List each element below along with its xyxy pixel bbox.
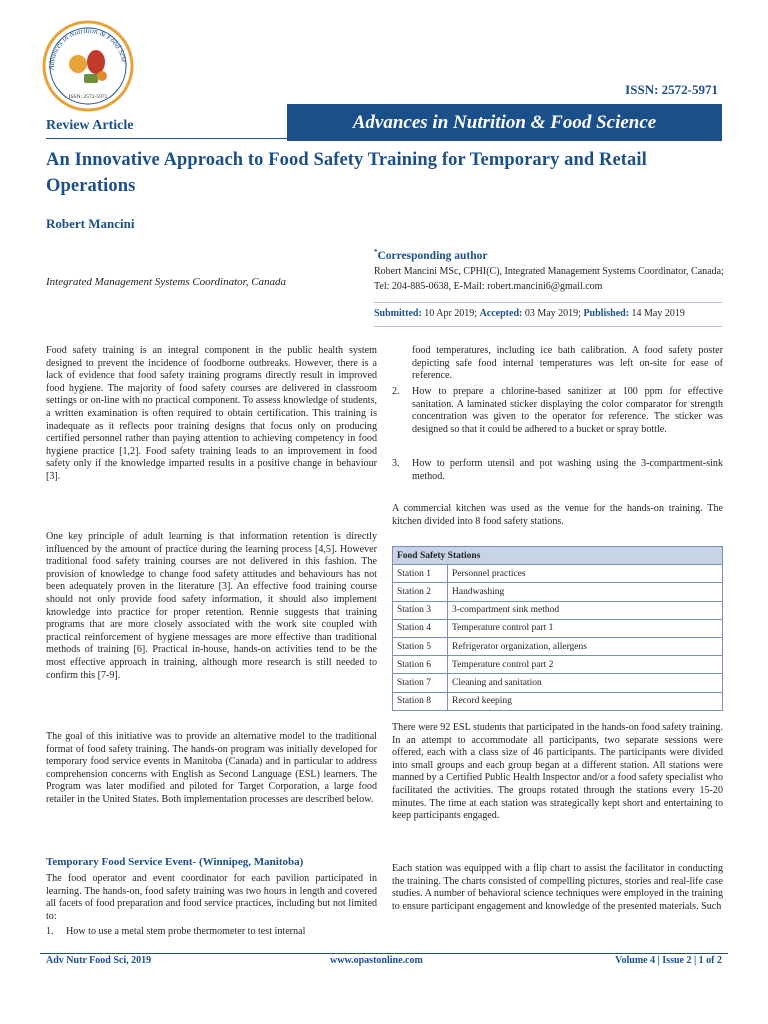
list-text: How to prepare a chlorine-based sanitizer at 100 ppm for effective sanitation. A laminated sticker displaying the color comparator for strength concentration was given to the operator for reference. The sticker was designed so that it could be adhered to a bucket or spray bottle. (412, 386, 723, 435)
accepted-label: Accepted: (479, 308, 523, 319)
footer-rule (40, 953, 728, 954)
submitted-date: 10 Apr 2019; (424, 308, 478, 319)
footer-citation: Adv Nutr Food Sci, 2019 (46, 955, 152, 966)
table-row (393, 619, 723, 637)
table-row (393, 637, 723, 655)
table-row (393, 583, 723, 601)
station-cell: Station 1 (393, 565, 448, 583)
paragraph: There were 92 ESL students that participated in the hands-on food safety training. In an attempt to accommodate all participants, two separate sessions were offered, each with a class size of 46 participants. The participants were divided into small groups and each group began at a different station. All stations were manned by a Certified Public Health Inspector and/or a food safety specialist who facilitated the activities. The groups rotated through the stations every 15-20 minutes. The time at each station was strategically kept short and entertaining to keep participants engaged. (392, 722, 723, 822)
corresponding-author-heading: *Corresponding author (374, 248, 488, 262)
table-row (393, 656, 723, 674)
submitted-label: Submitted: (374, 308, 422, 319)
author-affiliation: Integrated Management Systems Coordinator, Canada (46, 276, 287, 288)
station-cell: Station 2 (393, 583, 448, 601)
paragraph: Food safety training is an integral component in the public health system designed to prevent the incidence of foodborne outbreaks. However, there is a lack of evidence that food safety training programs directly result in improved food hygiene. The majority of food safety courses are delivered in classroom settings or on-line with no practical component. To assess knowledge of students, a written examination is often required to obtain certification. This training is inadequate as it reflects poor training designs that focus only on producing certified personnel rather than paying attention to achieving competency in food hygiene practice [1,2]. Food safety training leads to an improvement in food safety only if the knowledge imparted results in a positive change in behaviour [3]. (46, 345, 377, 482)
corresponding-author-details: Robert Mancini MSc, CPHI(C), Integrated Management Systems Coordinator, Canada; Tel: 204-885-0638, E-Mail: robert.mancini6@gmail.com (374, 266, 724, 292)
topic-cell: Temperature control part 1 (448, 619, 723, 637)
table-row (393, 674, 723, 692)
footer-url[interactable]: www.opastonline.com (330, 955, 423, 966)
table-row (393, 601, 723, 619)
list-item (392, 458, 723, 483)
footer-page-info: Volume 4 | Issue 2 | 1 of 2 (615, 955, 722, 966)
table-row (393, 692, 723, 710)
issn: ISSN: 2572-5971 (625, 82, 718, 97)
list-item (46, 926, 377, 939)
topic-cell: Record keeping (448, 692, 723, 710)
topic-cell: Temperature control part 2 (448, 656, 723, 674)
list-text: How to use a metal stem probe thermometer to test internal (66, 926, 306, 937)
list-item-continued: food temperatures, including ice bath calibration. A food safety poster depicting safe food internal temperatures was left on-site for ease of reference. (412, 345, 723, 382)
section-heading: Temporary Food Service Event- (Winnipeg, Manitoba) (46, 856, 304, 868)
article-title: An Innovative Approach to Food Safety Training for Temporary and Retail Operations (46, 150, 647, 196)
station-cell: Station 6 (393, 656, 448, 674)
article-type: Review Article (46, 118, 134, 133)
station-cell: Station 3 (393, 601, 448, 619)
paragraph: One key principle of adult learning is that information retention is directly influenced by the amount of practice during the learning process [4,5]. However traditional food safety training courses are not delivered in this fashion. The provision of knowledge to change food safety attitudes and behaviours has not been adequately proven in the literature [3]. An effective food training course should not only provide food safety information, it should also implement knowledge into practice for proper retention. Rennie suggests that training programs that are more closely associated with the work site coupled with practical reinforcement of hygiene messages are more effective than traditional methods of training [6]. Practical in-house, hands-on activities tend to be the most effective approach in training, although more research is still needed to confirm this [7-9]. (46, 531, 377, 681)
article-dates (374, 308, 685, 319)
topic-cell: 3-compartment sink method (448, 601, 723, 619)
topic-cell: Personnel practices (448, 565, 723, 583)
paragraph: A commercial kitchen was used as the venue for the hands-on training. The kitchen divided into 8 food safety stations. (392, 503, 723, 527)
journal-logo (40, 18, 135, 113)
station-cell: Station 5 (393, 637, 448, 655)
author-name: Robert Mancini (46, 216, 135, 231)
logo-ring-text: Advances in Nutrition & Food Scie (46, 25, 129, 71)
topic-cell: Cleaning and sanitation (448, 674, 723, 692)
stations-table (392, 546, 723, 711)
station-cell: Station 7 (393, 674, 448, 692)
journal-banner: Advances in Nutrition & Food Science (287, 104, 722, 141)
corresponding-heading-text: Corresponding author (377, 249, 488, 262)
divider (374, 302, 722, 303)
topic-cell: Handwashing (448, 583, 723, 601)
list-item (392, 386, 723, 436)
station-cell: Station 4 (393, 619, 448, 637)
accepted-date: 03 May 2019; (524, 308, 581, 319)
logo-issn-text: ISSN: 2572-5971 (68, 94, 108, 100)
paragraph: The food operator and event coordinator for each pavilion participated in learning. The hands-on, food safety training was two hours in length and covered all facets of food preparation and food service practices, including but not limited to: (46, 873, 377, 922)
paragraph: The goal of this initiative was to provide an alternative model to the traditional format of food safety training. The hands-on program was initially developed for temporary food service events in Manitoba (Canada) and in particular to address comprehension concerns with English as Second Language (ESL) learners. The Program was later modified and piloted for Target Corporation, a large food retailer in the United States. Both implementation processes are described below. (46, 731, 377, 805)
station-cell: Station 8 (393, 692, 448, 710)
list-number: 2. (392, 386, 400, 397)
list-text: How to perform utensil and pot washing using the 3-compartment-sink method. (412, 458, 723, 482)
published-date: 14 May 2019 (631, 308, 685, 319)
paragraph: Each station was equipped with a flip chart to assist the facilitator in conducting the training. The charts consisted of compelling pictures, stories and real-life case studies. A number of behavioral science techniques were employed in the training to ensure participant engagement and knowledge of the presented materials. Such (392, 863, 723, 912)
published-label: Published: (583, 308, 630, 319)
topic-cell: Refrigerator organization, allergens (448, 637, 723, 655)
list-number: 3. (392, 458, 400, 469)
table-row (393, 565, 723, 583)
divider (374, 326, 722, 327)
table-header-row (393, 547, 723, 565)
header-rule (46, 138, 296, 139)
list-number: 1. (46, 926, 54, 937)
table-header: Food Safety Stations (393, 547, 723, 565)
